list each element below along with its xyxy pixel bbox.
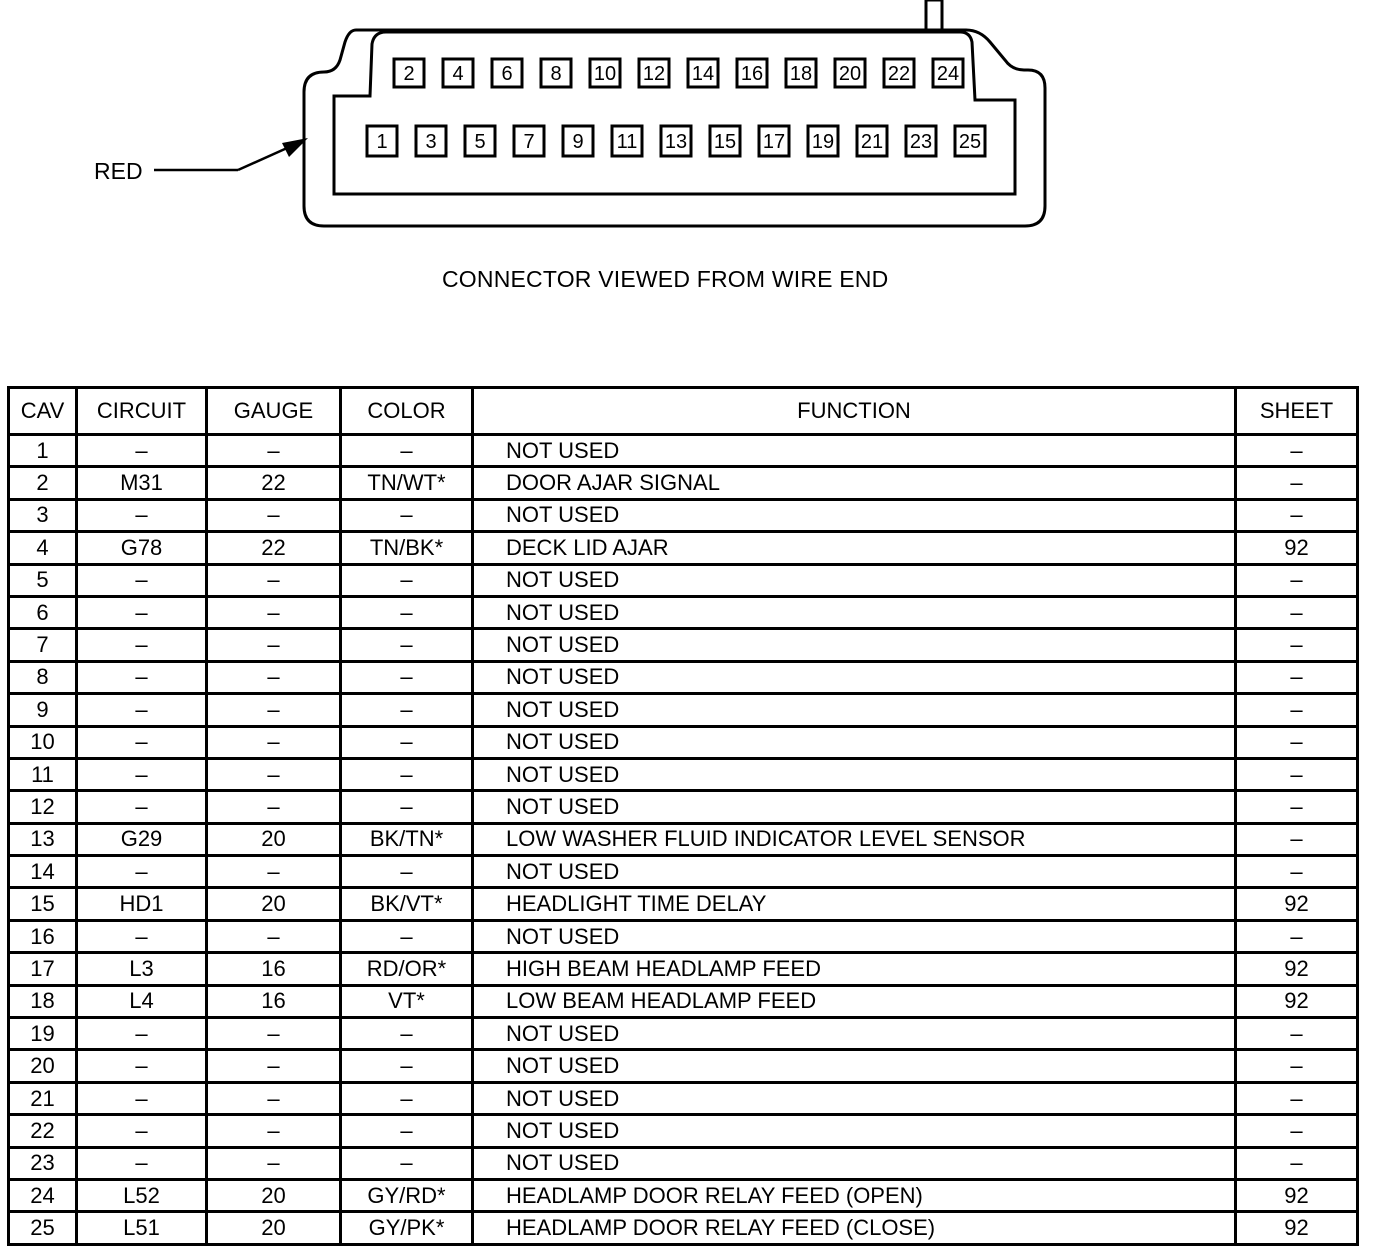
pin-cavity xyxy=(661,126,691,156)
cell-color: RD/OR* xyxy=(341,953,473,985)
cell-circuit: L3 xyxy=(77,953,207,985)
cell-circuit: – xyxy=(77,1147,207,1179)
pin-number: 15 xyxy=(713,131,737,153)
cell-circuit: HD1 xyxy=(77,888,207,920)
cell-gauge: 20 xyxy=(207,823,341,855)
pin-cavity xyxy=(394,59,424,87)
cell-gauge: 20 xyxy=(207,1212,341,1244)
cell-color: – xyxy=(341,1147,473,1179)
table-row xyxy=(9,661,1358,693)
cell-circuit: – xyxy=(77,1018,207,1050)
pin-number: 16 xyxy=(740,63,764,85)
cell-function: NOT USED xyxy=(473,435,1236,467)
cell-cav: 13 xyxy=(9,823,77,855)
table-row xyxy=(9,823,1358,855)
pin-cavity xyxy=(514,126,544,156)
pin-cavity xyxy=(737,59,767,87)
cell-cav: 17 xyxy=(9,953,77,985)
cell-sheet: 92 xyxy=(1236,985,1358,1017)
pin-cavity xyxy=(786,59,816,87)
cell-function: DOOR AJAR SIGNAL xyxy=(473,467,1236,499)
cell-sheet: – xyxy=(1236,1050,1358,1082)
cell-circuit: L52 xyxy=(77,1179,207,1211)
table-row xyxy=(9,499,1358,531)
cell-color: BK/VT* xyxy=(341,888,473,920)
cell-cav: 15 xyxy=(9,888,77,920)
cell-color: GY/PK* xyxy=(341,1212,473,1244)
cell-color: – xyxy=(341,758,473,790)
cell-cav: 9 xyxy=(9,694,77,726)
cell-cav: 14 xyxy=(9,856,77,888)
cell-gauge: – xyxy=(207,726,341,758)
cell-gauge: – xyxy=(207,791,341,823)
cell-cav: 21 xyxy=(9,1082,77,1114)
cell-circuit: G29 xyxy=(77,823,207,855)
pin-cavity xyxy=(906,126,936,156)
cell-sheet: 92 xyxy=(1236,888,1358,920)
pin-cavity xyxy=(492,59,522,87)
cell-circuit: – xyxy=(77,629,207,661)
table-row xyxy=(9,1018,1358,1050)
pin-number: 9 xyxy=(572,131,584,153)
cell-cav: 10 xyxy=(9,726,77,758)
cell-circuit: L51 xyxy=(77,1212,207,1244)
cell-function: NOT USED xyxy=(473,694,1236,726)
cell-sheet: 92 xyxy=(1236,1212,1358,1244)
table-row xyxy=(9,629,1358,661)
cell-circuit: – xyxy=(77,1050,207,1082)
cell-function: HEADLAMP DOOR RELAY FEED (OPEN) xyxy=(473,1179,1236,1211)
pin-number: 18 xyxy=(789,63,813,85)
pin-number: 2 xyxy=(403,63,415,85)
pin-cavity xyxy=(541,59,571,87)
cell-cav: 16 xyxy=(9,920,77,952)
pin-number: 22 xyxy=(887,63,911,85)
connector-diagram xyxy=(0,0,1376,300)
pin-cavity xyxy=(884,59,914,87)
cell-color: – xyxy=(341,596,473,628)
pin-cavity xyxy=(955,126,985,156)
cell-cav: 12 xyxy=(9,791,77,823)
pin-number: 4 xyxy=(452,63,464,85)
cell-sheet: – xyxy=(1236,823,1358,855)
cell-gauge: – xyxy=(207,1018,341,1050)
cell-gauge: – xyxy=(207,596,341,628)
cell-sheet: – xyxy=(1236,726,1358,758)
table-row xyxy=(9,758,1358,790)
cell-color: – xyxy=(341,726,473,758)
cell-function: NOT USED xyxy=(473,1082,1236,1114)
pin-number: 6 xyxy=(501,63,513,85)
pin-number: 10 xyxy=(593,63,617,85)
cell-function: NOT USED xyxy=(473,1018,1236,1050)
pin-number: 1 xyxy=(376,131,388,153)
pin-number: 13 xyxy=(664,131,688,153)
pin-cavity xyxy=(465,126,495,156)
pin-number: 24 xyxy=(936,63,960,85)
cell-gauge: – xyxy=(207,856,341,888)
cell-cav: 4 xyxy=(9,532,77,564)
cell-circuit: – xyxy=(77,856,207,888)
cell-cav: 25 xyxy=(9,1212,77,1244)
pin-number: 5 xyxy=(474,131,486,153)
cell-function: NOT USED xyxy=(473,920,1236,952)
header-gauge: GAUGE xyxy=(207,388,341,435)
cell-gauge: – xyxy=(207,694,341,726)
cell-gauge: – xyxy=(207,1050,341,1082)
cell-gauge: – xyxy=(207,499,341,531)
cell-sheet: – xyxy=(1236,435,1358,467)
cell-sheet: – xyxy=(1236,596,1358,628)
pin-cavity xyxy=(835,59,865,87)
cell-sheet: 92 xyxy=(1236,1179,1358,1211)
cell-color: – xyxy=(341,694,473,726)
cell-cav: 6 xyxy=(9,596,77,628)
pin-number: 23 xyxy=(909,131,933,153)
cell-cav: 23 xyxy=(9,1147,77,1179)
cell-circuit: – xyxy=(77,758,207,790)
cell-function: NOT USED xyxy=(473,596,1236,628)
pin-number: 17 xyxy=(762,131,786,153)
cell-function: NOT USED xyxy=(473,1050,1236,1082)
cell-sheet: – xyxy=(1236,920,1358,952)
cell-cav: 24 xyxy=(9,1179,77,1211)
cell-color: – xyxy=(341,1082,473,1114)
cell-sheet: – xyxy=(1236,694,1358,726)
cell-function: NOT USED xyxy=(473,726,1236,758)
pin-cavity xyxy=(759,126,789,156)
cell-gauge: – xyxy=(207,661,341,693)
pin-cavity xyxy=(688,59,718,87)
wire-color-label: RED xyxy=(94,158,143,184)
cell-cav: 3 xyxy=(9,499,77,531)
cell-circuit: – xyxy=(77,435,207,467)
table-row xyxy=(9,985,1358,1017)
table-row xyxy=(9,435,1358,467)
cell-sheet: – xyxy=(1236,499,1358,531)
table-row xyxy=(9,1212,1358,1244)
header-color: COLOR xyxy=(341,388,473,435)
cell-cav: 22 xyxy=(9,1115,77,1147)
cell-function: NOT USED xyxy=(473,499,1236,531)
cell-sheet: 92 xyxy=(1236,532,1358,564)
pin-number: 11 xyxy=(616,131,638,153)
cell-gauge: – xyxy=(207,920,341,952)
cell-circuit: – xyxy=(77,791,207,823)
pin-cavity xyxy=(808,126,838,156)
table-row xyxy=(9,1082,1358,1114)
table-row xyxy=(9,467,1358,499)
cell-function: NOT USED xyxy=(473,1147,1236,1179)
cell-color: – xyxy=(341,1018,473,1050)
connector-inner-face xyxy=(334,32,1015,194)
header-sheet: SHEET xyxy=(1236,388,1358,435)
cell-sheet: – xyxy=(1236,629,1358,661)
cell-circuit: – xyxy=(77,564,207,596)
cell-circuit: – xyxy=(77,1082,207,1114)
cell-sheet: – xyxy=(1236,1018,1358,1050)
cell-sheet: – xyxy=(1236,564,1358,596)
pin-number: 25 xyxy=(958,131,982,153)
pin-number: 7 xyxy=(523,131,535,153)
table-row xyxy=(9,1115,1358,1147)
cell-sheet: – xyxy=(1236,467,1358,499)
pin-cavity xyxy=(710,126,740,156)
cell-color: – xyxy=(341,920,473,952)
table-row xyxy=(9,791,1358,823)
cell-function: LOW WASHER FLUID INDICATOR LEVEL SENSOR xyxy=(473,823,1236,855)
cell-sheet: – xyxy=(1236,1082,1358,1114)
cell-function: NOT USED xyxy=(473,1115,1236,1147)
pin-number: 3 xyxy=(425,131,437,153)
cell-gauge: – xyxy=(207,629,341,661)
connector-caption: CONNECTOR VIEWED FROM WIRE END xyxy=(442,266,889,292)
cell-color: – xyxy=(341,1115,473,1147)
cell-gauge: – xyxy=(207,1115,341,1147)
table-row xyxy=(9,596,1358,628)
cell-function: NOT USED xyxy=(473,564,1236,596)
connector-lock-tab xyxy=(926,0,942,30)
cell-gauge: 16 xyxy=(207,985,341,1017)
cell-gauge: – xyxy=(207,435,341,467)
cell-gauge: 20 xyxy=(207,888,341,920)
cell-circuit: – xyxy=(77,726,207,758)
cell-circuit: – xyxy=(77,694,207,726)
table-row xyxy=(9,1179,1358,1211)
cell-sheet: – xyxy=(1236,1147,1358,1179)
cell-color: BK/TN* xyxy=(341,823,473,855)
cell-function: NOT USED xyxy=(473,791,1236,823)
header-circuit: CIRCUIT xyxy=(77,388,207,435)
pin-cavity xyxy=(857,126,887,156)
cell-color: – xyxy=(341,856,473,888)
cell-color: – xyxy=(341,661,473,693)
cell-color: – xyxy=(341,791,473,823)
cell-color: TN/WT* xyxy=(341,467,473,499)
header-cav: CAV xyxy=(9,388,77,435)
table-row xyxy=(9,920,1358,952)
table-row xyxy=(9,856,1358,888)
cell-circuit: – xyxy=(77,499,207,531)
pin-cavity xyxy=(563,126,593,156)
cell-function: HEADLAMP DOOR RELAY FEED (CLOSE) xyxy=(473,1212,1236,1244)
cell-cav: 20 xyxy=(9,1050,77,1082)
cell-color: – xyxy=(341,435,473,467)
table-row xyxy=(9,888,1358,920)
cell-function: DECK LID AJAR xyxy=(473,532,1236,564)
cell-circuit: M31 xyxy=(77,467,207,499)
cell-cav: 18 xyxy=(9,985,77,1017)
pin-cavity xyxy=(612,126,642,156)
cell-function: NOT USED xyxy=(473,629,1236,661)
cell-color: VT* xyxy=(341,985,473,1017)
cell-sheet: – xyxy=(1236,856,1358,888)
table-row xyxy=(9,532,1358,564)
pin-row-top xyxy=(394,59,963,87)
table-row xyxy=(9,953,1358,985)
cell-function: NOT USED xyxy=(473,856,1236,888)
table-row xyxy=(9,726,1358,758)
table-row xyxy=(9,1050,1358,1082)
pin-number: 21 xyxy=(860,131,884,153)
cell-gauge: 20 xyxy=(207,1179,341,1211)
cell-function: NOT USED xyxy=(473,661,1236,693)
cell-gauge: 16 xyxy=(207,953,341,985)
cell-function: HEADLIGHT TIME DELAY xyxy=(473,888,1236,920)
table-body xyxy=(9,435,1358,1245)
cell-sheet: – xyxy=(1236,661,1358,693)
cell-cav: 5 xyxy=(9,564,77,596)
cell-circuit: – xyxy=(77,920,207,952)
cell-cav: 8 xyxy=(9,661,77,693)
table-header-row xyxy=(9,388,1358,435)
pin-cavity xyxy=(443,59,473,87)
pin-number: 19 xyxy=(811,131,835,153)
cell-sheet: – xyxy=(1236,791,1358,823)
cell-circuit: – xyxy=(77,596,207,628)
cell-gauge: – xyxy=(207,1082,341,1114)
cell-color: TN/BK* xyxy=(341,532,473,564)
cell-color: – xyxy=(341,499,473,531)
cell-function: NOT USED xyxy=(473,758,1236,790)
cell-cav: 1 xyxy=(9,435,77,467)
pin-number: 12 xyxy=(642,63,666,85)
cell-sheet: – xyxy=(1236,1115,1358,1147)
table-row xyxy=(9,1147,1358,1179)
pin-number: 8 xyxy=(550,63,562,85)
pin-cavity xyxy=(933,59,963,87)
cell-function: LOW BEAM HEADLAMP FEED xyxy=(473,985,1236,1017)
cell-cav: 19 xyxy=(9,1018,77,1050)
pin-cavity xyxy=(367,126,397,156)
pin-cavity xyxy=(590,59,620,87)
cell-gauge: – xyxy=(207,1147,341,1179)
cell-color: – xyxy=(341,629,473,661)
table-row xyxy=(9,564,1358,596)
cell-gauge: – xyxy=(207,564,341,596)
cell-circuit: – xyxy=(77,1115,207,1147)
header-function: FUNCTION xyxy=(473,388,1236,435)
cell-gauge: 22 xyxy=(207,532,341,564)
pin-cavity xyxy=(639,59,669,87)
pinout-table xyxy=(7,386,1359,1246)
pin-number: 14 xyxy=(691,63,715,85)
cell-gauge: 22 xyxy=(207,467,341,499)
cell-color: GY/RD* xyxy=(341,1179,473,1211)
cell-circuit: G78 xyxy=(77,532,207,564)
pin-number: 20 xyxy=(838,63,862,85)
cell-color: – xyxy=(341,1050,473,1082)
cell-sheet: 92 xyxy=(1236,953,1358,985)
cell-sheet: – xyxy=(1236,758,1358,790)
cell-function: HIGH BEAM HEADLAMP FEED xyxy=(473,953,1236,985)
cell-circuit: L4 xyxy=(77,985,207,1017)
cell-cav: 2 xyxy=(9,467,77,499)
pin-cavity xyxy=(416,126,446,156)
cell-color: – xyxy=(341,564,473,596)
pin-row-bottom xyxy=(367,126,985,156)
cell-circuit: – xyxy=(77,661,207,693)
cell-gauge: – xyxy=(207,758,341,790)
cell-cav: 11 xyxy=(9,758,77,790)
table-row xyxy=(9,694,1358,726)
cell-cav: 7 xyxy=(9,629,77,661)
